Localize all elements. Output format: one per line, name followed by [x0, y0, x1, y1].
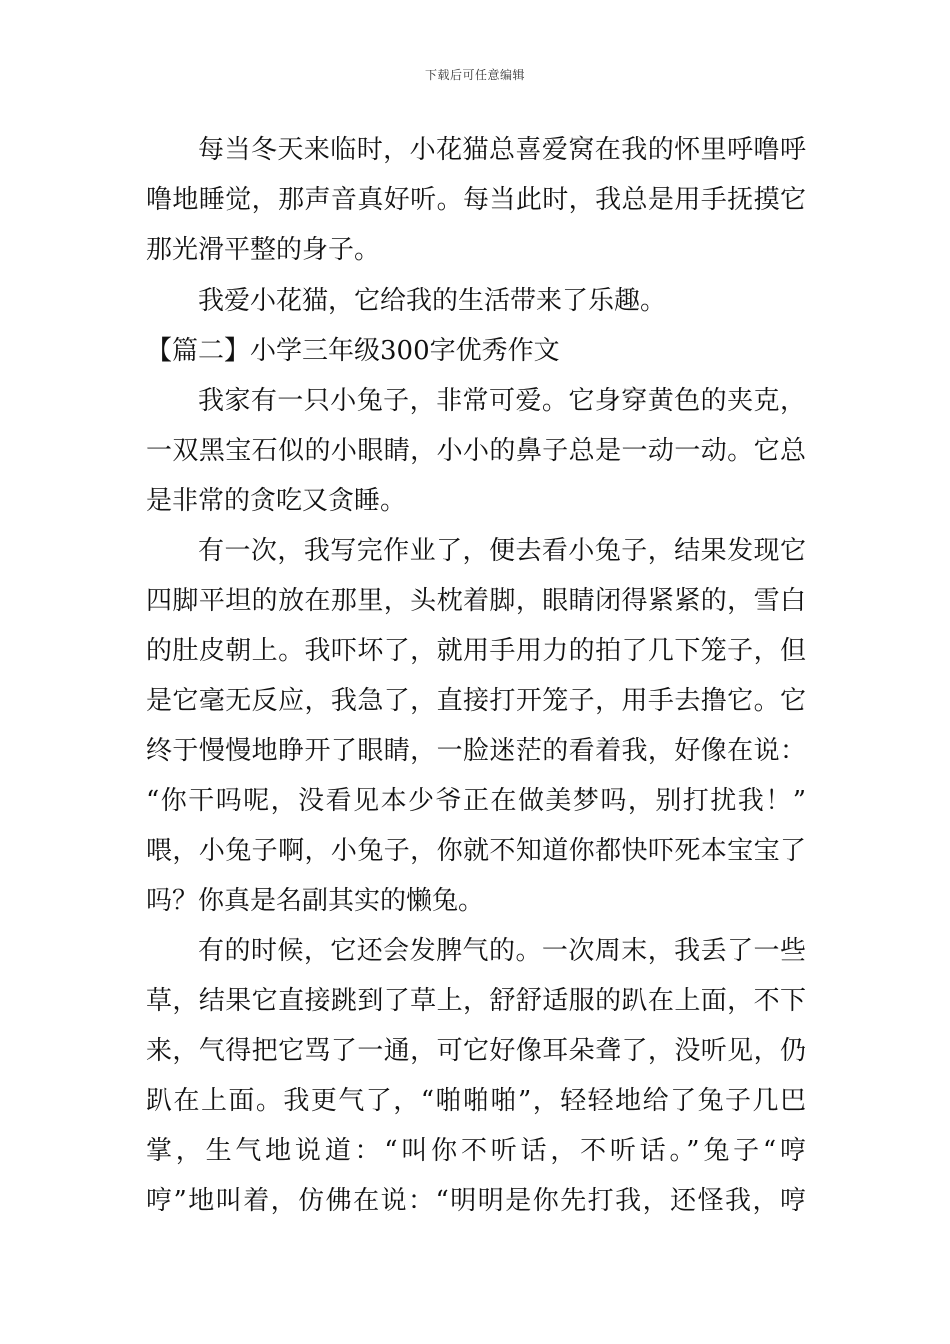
text-line: 吗？你真是名副其实的懒兔。 — [146, 886, 485, 916]
text-line: 那光滑平整的身子。 — [146, 235, 381, 265]
text-line: 的肚皮朝上。我吓坏了，就用手用力的拍了几下笼子，但 — [146, 636, 806, 666]
text-line: 我爱小花猫，它给我的生活带来了乐趣。 — [198, 286, 667, 316]
page-header: 下载后可任意编辑 — [424, 68, 525, 82]
text-line: 趴在上面。我更气了，“啪啪啪”，轻轻地给了兔子几巴 — [146, 1086, 806, 1116]
text-line: 喂，小兔子啊，小兔子，你就不知道你都快吓死本宝宝了 — [146, 836, 806, 866]
text-line: 是它毫无反应，我急了，直接打开笼子，用手去撸它。它 — [146, 686, 806, 716]
text-line: 我家有一只小兔子，非常可爱。它身穿黄色的夹克， — [198, 386, 806, 416]
text-line: 终于慢慢地睁开了眼睛，一脸迷茫的看着我，好像在说： — [146, 736, 806, 766]
text-line: 有一次，我写完作业了，便去看小兔子，结果发现它 — [198, 536, 806, 566]
text-line: 是非常的贪吃又贪睡。 — [146, 486, 407, 516]
text-line: 有的时候，它还会发脾气的。一次周末，我丢了一些 — [198, 936, 806, 966]
text-line: 哼”地叫着，仿佛在说：“明明是你先打我，还怪我，哼 — [146, 1186, 806, 1216]
text-line: “你干吗呢，没看见本少爷正在做美梦吗，别打扰我！” — [146, 786, 806, 816]
text-line: 每当冬天来临时，小花猫总喜爱窝在我的怀里呼噜呼 — [198, 135, 806, 165]
section-heading: 【篇二】小学三年级300字优秀作文 — [146, 336, 560, 366]
text-line: 草，结果它直接跳到了草上，舒舒适服的趴在上面，不下 — [146, 986, 806, 1016]
text-line: 来，气得把它骂了一通，可它好像耳朵聋了，没听见，仍 — [146, 1036, 806, 1066]
text-line: 掌，生气地说道：“叫你不听话，不听话。”兔子“哼 — [146, 1136, 806, 1166]
text-line: 一双黑宝石似的小眼睛，小小的鼻子总是一动一动。它总 — [146, 436, 806, 466]
text-line: 四脚平坦的放在那里，头枕着脚，眼睛闭得紧紧的，雪白 — [146, 586, 806, 616]
text-line: 噜地睡觉，那声音真好听。每当此时，我总是用手抚摸它 — [146, 185, 806, 215]
